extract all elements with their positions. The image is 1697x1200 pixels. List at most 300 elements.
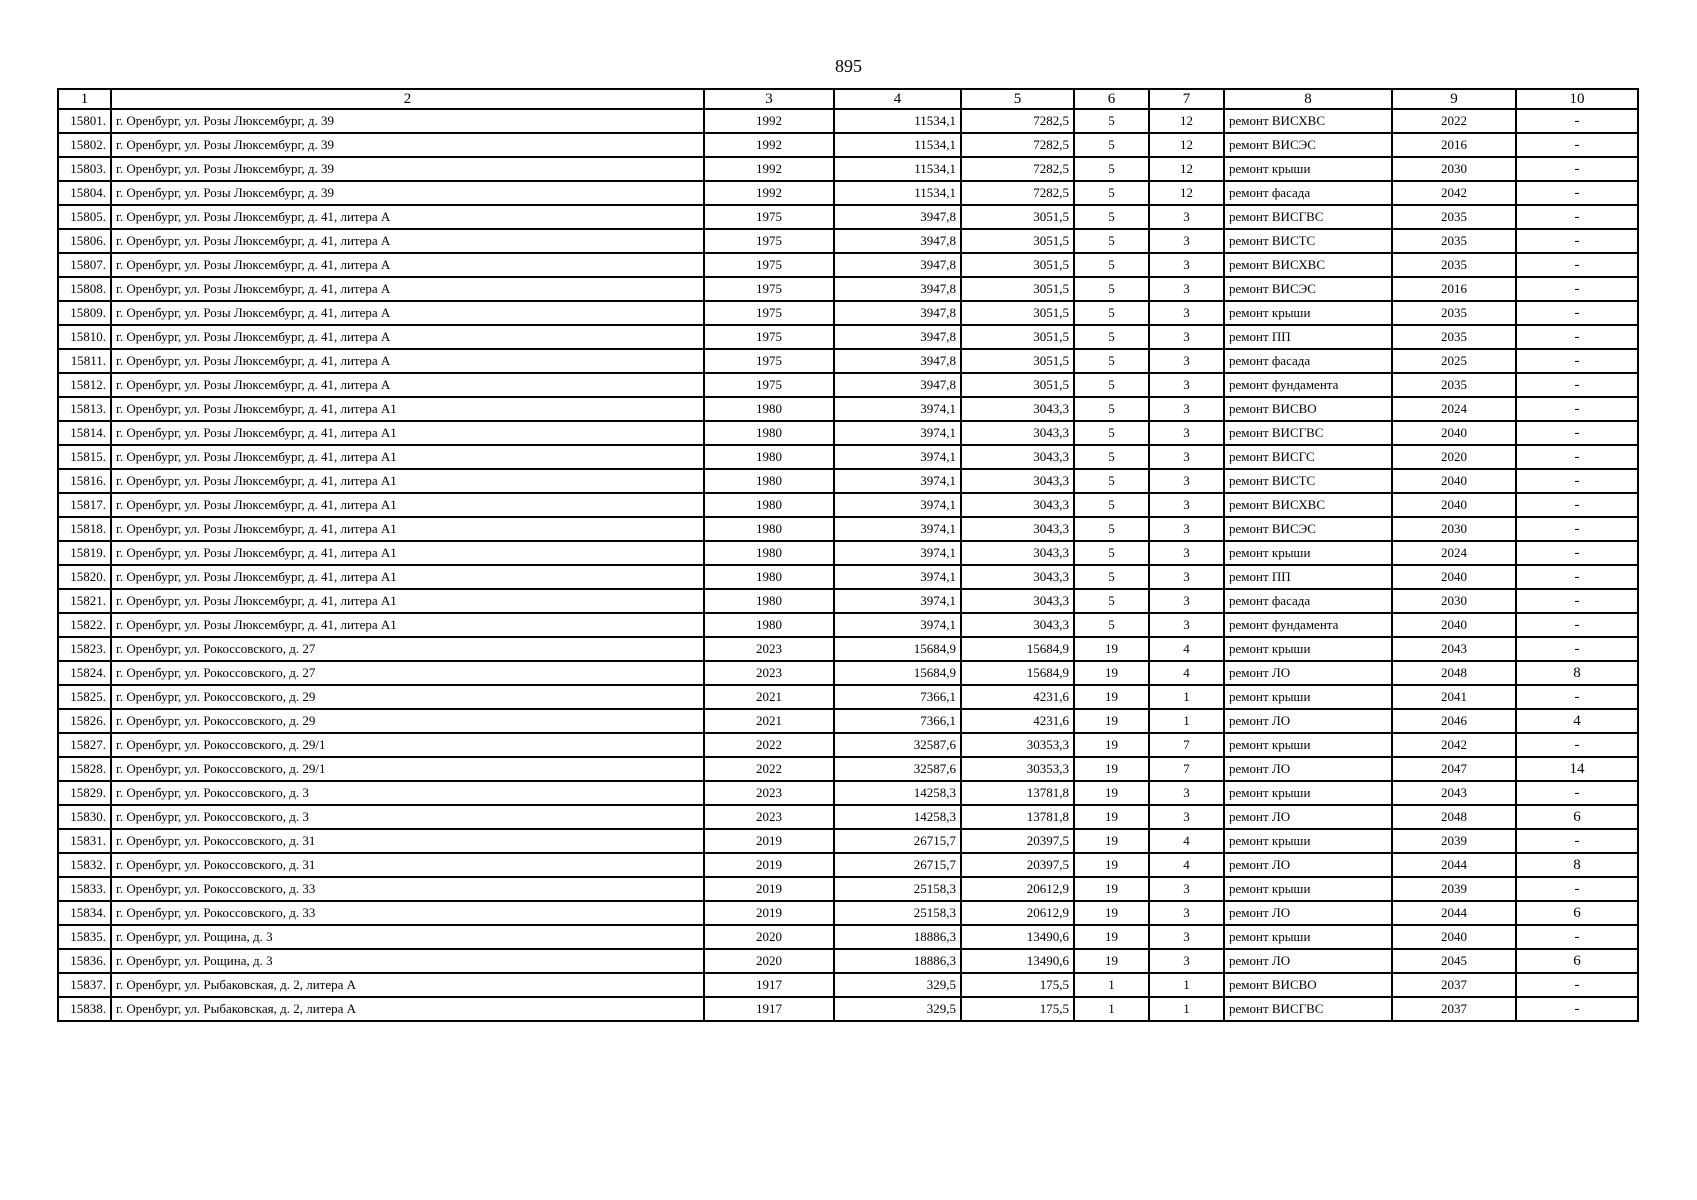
elevators-cell: - [1516, 229, 1638, 253]
planned-year-cell: 2035 [1392, 253, 1516, 277]
work-type-cell: ремонт ВИСХВС [1224, 493, 1392, 517]
entrances-cell: 12 [1149, 109, 1224, 133]
work-type-cell: ремонт фасада [1224, 349, 1392, 373]
address-cell: г. Оренбург, ул. Розы Люксембург, д. 39 [111, 133, 704, 157]
living-area-cell: 13490,6 [961, 949, 1074, 973]
row-number-cell: 15827. [58, 733, 111, 757]
planned-year-cell: 2040 [1392, 613, 1516, 637]
year-cell: 1980 [704, 517, 834, 541]
address-cell: г. Оренбург, ул. Рокоссовского, д. 3 [111, 781, 704, 805]
row-number-cell: 15823. [58, 637, 111, 661]
row-number-cell: 15832. [58, 853, 111, 877]
year-cell: 1980 [704, 493, 834, 517]
total-area-cell: 3947,8 [834, 229, 961, 253]
entrances-cell: 4 [1149, 853, 1224, 877]
entrances-cell: 4 [1149, 661, 1224, 685]
address-cell: г. Оренбург, ул. Розы Люксембург, д. 41, литера А [111, 301, 704, 325]
elevators-cell: 8 [1516, 661, 1638, 685]
table-row [58, 277, 1638, 301]
row-number-cell: 15803. [58, 157, 111, 181]
living-area-cell: 15684,9 [961, 661, 1074, 685]
floors-cell: 5 [1074, 493, 1149, 517]
planned-year-cell: 2030 [1392, 589, 1516, 613]
year-cell: 1975 [704, 253, 834, 277]
elevators-cell: - [1516, 565, 1638, 589]
year-cell: 2023 [704, 637, 834, 661]
living-area-cell: 3051,5 [961, 205, 1074, 229]
total-area-cell: 14258,3 [834, 805, 961, 829]
total-area-cell: 3947,8 [834, 325, 961, 349]
year-cell: 1975 [704, 349, 834, 373]
row-number-cell: 15806. [58, 229, 111, 253]
total-area-cell: 3974,1 [834, 613, 961, 637]
work-type-cell: ремонт крыши [1224, 733, 1392, 757]
year-cell: 2021 [704, 709, 834, 733]
planned-year-cell: 2042 [1392, 733, 1516, 757]
floors-cell: 5 [1074, 613, 1149, 637]
floors-cell: 5 [1074, 349, 1149, 373]
table-row [58, 301, 1638, 325]
row-number-cell: 15814. [58, 421, 111, 445]
entrances-cell: 3 [1149, 373, 1224, 397]
planned-year-cell: 2030 [1392, 517, 1516, 541]
entrances-cell: 3 [1149, 301, 1224, 325]
column-header-1: 1 [58, 89, 111, 109]
elevators-cell: - [1516, 253, 1638, 277]
table-row [58, 613, 1638, 637]
elevators-cell: 14 [1516, 757, 1638, 781]
year-cell: 2023 [704, 781, 834, 805]
row-number-cell: 15817. [58, 493, 111, 517]
planned-year-cell: 2040 [1392, 469, 1516, 493]
total-area-cell: 32587,6 [834, 757, 961, 781]
total-area-cell: 32587,6 [834, 733, 961, 757]
floors-cell: 5 [1074, 109, 1149, 133]
living-area-cell: 175,5 [961, 997, 1074, 1021]
address-cell: г. Оренбург, ул. Рокоссовского, д. 29 [111, 685, 704, 709]
elevators-cell: - [1516, 157, 1638, 181]
total-area-cell: 3947,8 [834, 373, 961, 397]
row-number-cell: 15831. [58, 829, 111, 853]
total-area-cell: 3974,1 [834, 421, 961, 445]
planned-year-cell: 2016 [1392, 133, 1516, 157]
living-area-cell: 7282,5 [961, 181, 1074, 205]
year-cell: 2021 [704, 685, 834, 709]
entrances-cell: 3 [1149, 565, 1224, 589]
column-header-2: 2 [111, 89, 704, 109]
work-type-cell: ремонт фасада [1224, 589, 1392, 613]
row-number-cell: 15811. [58, 349, 111, 373]
row-number-cell: 15819. [58, 541, 111, 565]
total-area-cell: 3974,1 [834, 541, 961, 565]
entrances-cell: 3 [1149, 229, 1224, 253]
elevators-cell: - [1516, 109, 1638, 133]
address-cell: г. Оренбург, ул. Розы Люксембург, д. 41, литера А1 [111, 541, 704, 565]
total-area-cell: 7366,1 [834, 685, 961, 709]
table-row [58, 757, 1638, 781]
floors-cell: 19 [1074, 829, 1149, 853]
elevators-cell: - [1516, 325, 1638, 349]
elevators-cell: - [1516, 445, 1638, 469]
row-number-cell: 15838. [58, 997, 111, 1021]
address-cell: г. Оренбург, ул. Рощина, д. 3 [111, 949, 704, 973]
table-row [58, 349, 1638, 373]
address-cell: г. Оренбург, ул. Розы Люксембург, д. 41, литера А1 [111, 613, 704, 637]
address-cell: г. Оренбург, ул. Розы Люксембург, д. 41, литера А1 [111, 397, 704, 421]
planned-year-cell: 2022 [1392, 109, 1516, 133]
floors-cell: 5 [1074, 205, 1149, 229]
planned-year-cell: 2048 [1392, 661, 1516, 685]
planned-year-cell: 2016 [1392, 277, 1516, 301]
living-area-cell: 3043,3 [961, 613, 1074, 637]
row-number-cell: 15801. [58, 109, 111, 133]
planned-year-cell: 2040 [1392, 925, 1516, 949]
year-cell: 1980 [704, 613, 834, 637]
total-area-cell: 26715,7 [834, 853, 961, 877]
elevators-cell: - [1516, 133, 1638, 157]
total-area-cell: 14258,3 [834, 781, 961, 805]
address-cell: г. Оренбург, ул. Розы Люксембург, д. 39 [111, 181, 704, 205]
address-cell: г. Оренбург, ул. Розы Люксембург, д. 41, литера А1 [111, 421, 704, 445]
address-cell: г. Оренбург, ул. Розы Люксембург, д. 41, литера А1 [111, 469, 704, 493]
floors-cell: 5 [1074, 421, 1149, 445]
total-area-cell: 3947,8 [834, 349, 961, 373]
planned-year-cell: 2041 [1392, 685, 1516, 709]
table-row [58, 493, 1638, 517]
column-header-3: 3 [704, 89, 834, 109]
table-row [58, 325, 1638, 349]
address-cell: г. Оренбург, ул. Розы Люксембург, д. 41, литера А [111, 349, 704, 373]
entrances-cell: 3 [1149, 349, 1224, 373]
entrances-cell: 3 [1149, 253, 1224, 277]
address-cell: г. Оренбург, ул. Рокоссовского, д. 29/1 [111, 757, 704, 781]
total-area-cell: 25158,3 [834, 901, 961, 925]
living-area-cell: 15684,9 [961, 637, 1074, 661]
address-cell: г. Оренбург, ул. Рокоссовского, д. 27 [111, 637, 704, 661]
total-area-cell: 3974,1 [834, 445, 961, 469]
planned-year-cell: 2043 [1392, 637, 1516, 661]
entrances-cell: 3 [1149, 277, 1224, 301]
work-type-cell: ремонт крыши [1224, 637, 1392, 661]
table-row [58, 733, 1638, 757]
floors-cell: 5 [1074, 301, 1149, 325]
elevators-cell: - [1516, 781, 1638, 805]
living-area-cell: 13781,8 [961, 781, 1074, 805]
column-header-6: 6 [1074, 89, 1149, 109]
entrances-cell: 12 [1149, 157, 1224, 181]
row-number-cell: 15836. [58, 949, 111, 973]
entrances-cell: 3 [1149, 421, 1224, 445]
address-cell: г. Оренбург, ул. Розы Люксембург, д. 41, литера А [111, 277, 704, 301]
year-cell: 1992 [704, 157, 834, 181]
living-area-cell: 7282,5 [961, 157, 1074, 181]
work-type-cell: ремонт ЛО [1224, 853, 1392, 877]
floors-cell: 5 [1074, 517, 1149, 541]
living-area-cell: 13490,6 [961, 925, 1074, 949]
work-type-cell: ремонт ВИСГС [1224, 445, 1392, 469]
table-row [58, 133, 1638, 157]
year-cell: 1980 [704, 565, 834, 589]
column-header-7: 7 [1149, 89, 1224, 109]
work-type-cell: ремонт крыши [1224, 157, 1392, 181]
table-row [58, 565, 1638, 589]
work-type-cell: ремонт ЛО [1224, 661, 1392, 685]
year-cell: 1975 [704, 277, 834, 301]
planned-year-cell: 2024 [1392, 541, 1516, 565]
elevators-cell: - [1516, 181, 1638, 205]
floors-cell: 5 [1074, 133, 1149, 157]
floors-cell: 19 [1074, 661, 1149, 685]
entrances-cell: 4 [1149, 829, 1224, 853]
work-type-cell: ремонт ПП [1224, 325, 1392, 349]
planned-year-cell: 2037 [1392, 973, 1516, 997]
year-cell: 2023 [704, 805, 834, 829]
table-row [58, 781, 1638, 805]
elevators-cell: - [1516, 493, 1638, 517]
living-area-cell: 3051,5 [961, 277, 1074, 301]
living-area-cell: 3043,3 [961, 541, 1074, 565]
elevators-cell: - [1516, 541, 1638, 565]
work-type-cell: ремонт ВИСТС [1224, 469, 1392, 493]
address-cell: г. Оренбург, ул. Розы Люксембург, д. 41, литера А [111, 373, 704, 397]
table-row [58, 253, 1638, 277]
table-row [58, 973, 1638, 997]
work-type-cell: ремонт ВИСЭС [1224, 133, 1392, 157]
table-row [58, 229, 1638, 253]
floors-cell: 19 [1074, 733, 1149, 757]
row-number-cell: 15828. [58, 757, 111, 781]
floors-cell: 19 [1074, 901, 1149, 925]
address-cell: г. Оренбург, ул. Рокоссовского, д. 29/1 [111, 733, 704, 757]
address-cell: г. Оренбург, ул. Рокоссовского, д. 27 [111, 661, 704, 685]
year-cell: 1980 [704, 469, 834, 493]
floors-cell: 19 [1074, 853, 1149, 877]
address-cell: г. Оренбург, ул. Розы Люксембург, д. 41, литера А1 [111, 517, 704, 541]
work-type-cell: ремонт крыши [1224, 829, 1392, 853]
total-area-cell: 15684,9 [834, 637, 961, 661]
address-cell: г. Оренбург, ул. Розы Люксембург, д. 39 [111, 157, 704, 181]
total-area-cell: 3974,1 [834, 469, 961, 493]
living-area-cell: 3051,5 [961, 229, 1074, 253]
row-number-cell: 15837. [58, 973, 111, 997]
elevators-cell: - [1516, 877, 1638, 901]
table-row [58, 181, 1638, 205]
address-cell: г. Оренбург, ул. Рокоссовского, д. 33 [111, 877, 704, 901]
elevators-cell: - [1516, 469, 1638, 493]
table-body [58, 109, 1638, 1021]
floors-cell: 5 [1074, 277, 1149, 301]
row-number-cell: 15808. [58, 277, 111, 301]
entrances-cell: 1 [1149, 973, 1224, 997]
planned-year-cell: 2046 [1392, 709, 1516, 733]
entrances-cell: 3 [1149, 781, 1224, 805]
elevators-cell: - [1516, 733, 1638, 757]
entrances-cell: 3 [1149, 397, 1224, 421]
table-row [58, 925, 1638, 949]
year-cell: 1980 [704, 397, 834, 421]
entrances-cell: 7 [1149, 733, 1224, 757]
address-cell: г. Оренбург, ул. Рокоссовского, д. 33 [111, 901, 704, 925]
year-cell: 1980 [704, 421, 834, 445]
year-cell: 1980 [704, 589, 834, 613]
row-number-cell: 15830. [58, 805, 111, 829]
entrances-cell: 3 [1149, 877, 1224, 901]
elevators-cell: 6 [1516, 805, 1638, 829]
work-type-cell: ремонт ЛО [1224, 805, 1392, 829]
entrances-cell: 4 [1149, 637, 1224, 661]
living-area-cell: 3051,5 [961, 349, 1074, 373]
table-row [58, 829, 1638, 853]
table-row [58, 157, 1638, 181]
table-row [58, 469, 1638, 493]
elevators-cell: 4 [1516, 709, 1638, 733]
column-header-10: 10 [1516, 89, 1638, 109]
floors-cell: 5 [1074, 253, 1149, 277]
elevators-cell: - [1516, 829, 1638, 853]
entrances-cell: 3 [1149, 541, 1224, 565]
entrances-cell: 12 [1149, 133, 1224, 157]
year-cell: 1975 [704, 373, 834, 397]
floors-cell: 1 [1074, 973, 1149, 997]
year-cell: 1975 [704, 205, 834, 229]
year-cell: 2020 [704, 925, 834, 949]
table-row [58, 373, 1638, 397]
elevators-cell: - [1516, 349, 1638, 373]
year-cell: 1992 [704, 181, 834, 205]
address-cell: г. Оренбург, ул. Рокоссовского, д. 29 [111, 709, 704, 733]
elevators-cell: - [1516, 421, 1638, 445]
planned-year-cell: 2035 [1392, 373, 1516, 397]
column-header-9: 9 [1392, 89, 1516, 109]
row-number-cell: 15809. [58, 301, 111, 325]
year-cell: 1980 [704, 445, 834, 469]
work-type-cell: ремонт крыши [1224, 925, 1392, 949]
living-area-cell: 3043,3 [961, 445, 1074, 469]
living-area-cell: 3051,5 [961, 373, 1074, 397]
table-row [58, 397, 1638, 421]
planned-year-cell: 2035 [1392, 229, 1516, 253]
table-row [58, 541, 1638, 565]
planned-year-cell: 2042 [1392, 181, 1516, 205]
living-area-cell: 4231,6 [961, 709, 1074, 733]
floors-cell: 5 [1074, 181, 1149, 205]
work-type-cell: ремонт фасада [1224, 181, 1392, 205]
row-number-cell: 15810. [58, 325, 111, 349]
table-row [58, 877, 1638, 901]
row-number-cell: 15834. [58, 901, 111, 925]
planned-year-cell: 2045 [1392, 949, 1516, 973]
year-cell: 1992 [704, 133, 834, 157]
row-number-cell: 15826. [58, 709, 111, 733]
living-area-cell: 3051,5 [961, 253, 1074, 277]
table-row [58, 997, 1638, 1021]
header-row [58, 89, 1638, 109]
column-header-8: 8 [1224, 89, 1392, 109]
work-type-cell: ремонт ВИСТС [1224, 229, 1392, 253]
work-type-cell: ремонт ВИСХВС [1224, 109, 1392, 133]
work-type-cell: ремонт ВИСГВС [1224, 997, 1392, 1021]
entrances-cell: 3 [1149, 613, 1224, 637]
living-area-cell: 3043,3 [961, 589, 1074, 613]
floors-cell: 5 [1074, 565, 1149, 589]
total-area-cell: 15684,9 [834, 661, 961, 685]
entrances-cell: 1 [1149, 709, 1224, 733]
entrances-cell: 3 [1149, 925, 1224, 949]
row-number-cell: 15829. [58, 781, 111, 805]
row-number-cell: 15820. [58, 565, 111, 589]
work-type-cell: ремонт ВИСЭС [1224, 517, 1392, 541]
living-area-cell: 175,5 [961, 973, 1074, 997]
work-type-cell: ремонт ВИСВО [1224, 973, 1392, 997]
floors-cell: 19 [1074, 685, 1149, 709]
planned-year-cell: 2020 [1392, 445, 1516, 469]
elevators-cell: - [1516, 685, 1638, 709]
planned-year-cell: 2035 [1392, 205, 1516, 229]
table-row [58, 685, 1638, 709]
elevators-cell: - [1516, 925, 1638, 949]
year-cell: 2023 [704, 661, 834, 685]
entrances-cell: 3 [1149, 589, 1224, 613]
elevators-cell: - [1516, 997, 1638, 1021]
table-row [58, 661, 1638, 685]
planned-year-cell: 2030 [1392, 157, 1516, 181]
floors-cell: 5 [1074, 157, 1149, 181]
address-cell: г. Оренбург, ул. Рокоссовского, д. 3 [111, 805, 704, 829]
entrances-cell: 3 [1149, 493, 1224, 517]
elevators-cell: - [1516, 589, 1638, 613]
page-number: 895 [835, 56, 862, 76]
elevators-cell: - [1516, 637, 1638, 661]
entrances-cell: 3 [1149, 901, 1224, 925]
floors-cell: 5 [1074, 229, 1149, 253]
row-number-cell: 15804. [58, 181, 111, 205]
table-row [58, 205, 1638, 229]
planned-year-cell: 2047 [1392, 757, 1516, 781]
planned-year-cell: 2025 [1392, 349, 1516, 373]
floors-cell: 5 [1074, 469, 1149, 493]
living-area-cell: 20397,5 [961, 853, 1074, 877]
floors-cell: 19 [1074, 805, 1149, 829]
year-cell: 1975 [704, 301, 834, 325]
row-number-cell: 15815. [58, 445, 111, 469]
address-cell: г. Оренбург, ул. Рыбаковская, д. 2, литера А [111, 973, 704, 997]
work-type-cell: ремонт фундамента [1224, 373, 1392, 397]
elevators-cell: - [1516, 613, 1638, 637]
elevators-cell: - [1516, 517, 1638, 541]
total-area-cell: 3947,8 [834, 277, 961, 301]
floors-cell: 5 [1074, 589, 1149, 613]
floors-cell: 5 [1074, 445, 1149, 469]
address-cell: г. Оренбург, ул. Розы Люксембург, д. 41, литера А [111, 205, 704, 229]
work-type-cell: ремонт ПП [1224, 565, 1392, 589]
work-type-cell: ремонт ЛО [1224, 757, 1392, 781]
year-cell: 2019 [704, 853, 834, 877]
total-area-cell: 11534,1 [834, 133, 961, 157]
year-cell: 2020 [704, 949, 834, 973]
planned-year-cell: 2040 [1392, 421, 1516, 445]
table-row [58, 949, 1638, 973]
living-area-cell: 4231,6 [961, 685, 1074, 709]
planned-year-cell: 2039 [1392, 829, 1516, 853]
living-area-cell: 13781,8 [961, 805, 1074, 829]
total-area-cell: 3974,1 [834, 565, 961, 589]
address-cell: г. Оренбург, ул. Рыбаковская, д. 2, литера А [111, 997, 704, 1021]
living-area-cell: 3043,3 [961, 397, 1074, 421]
work-type-cell: ремонт ЛО [1224, 949, 1392, 973]
total-area-cell: 3947,8 [834, 301, 961, 325]
floors-cell: 19 [1074, 757, 1149, 781]
floors-cell: 5 [1074, 397, 1149, 421]
